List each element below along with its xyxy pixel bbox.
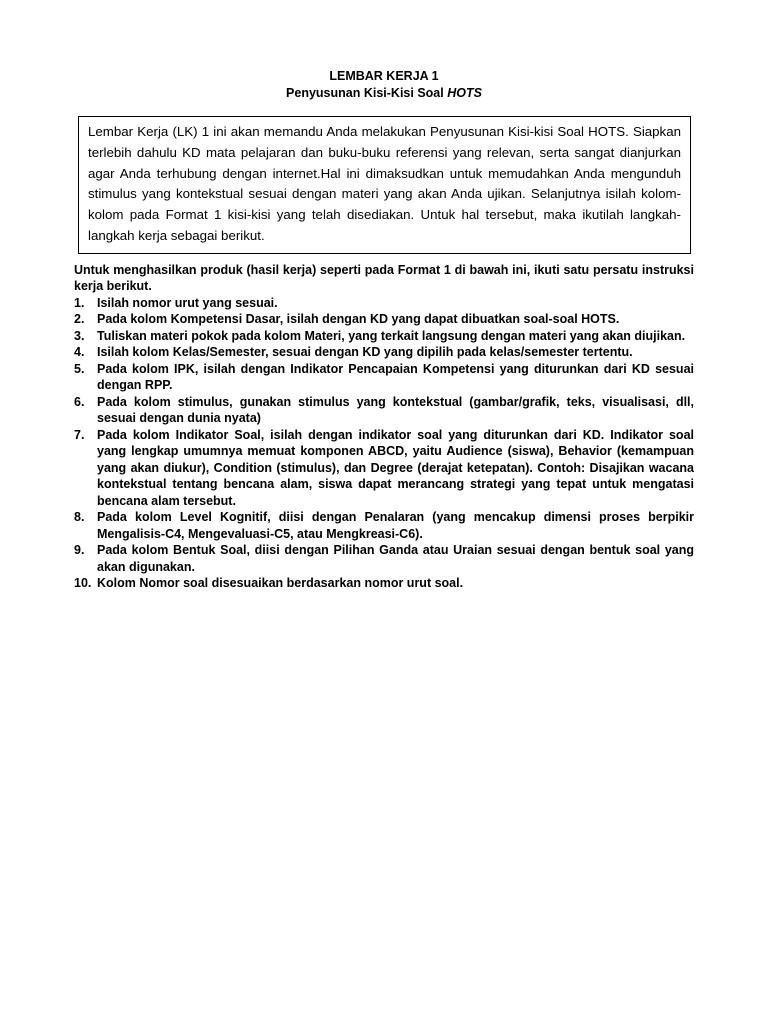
list-item-text: Pada kolom Indikator Soal, isilah dengan indikator soal yang diturunkan dari KD. Indikator soal yang lengkap umumnya memuat komponen ABCD, yaitu Audience (siswa), Behavior (kemampuan yang akan diukur), Condition (stimulus), dan Degree (derajat ketepatan). Contoh: Disajikan wacana kontekstual tentang bencana alam, siswa dapat merancang strategi yang tepat untuk mengatasi bencana alam tersebut. bbox=[97, 427, 694, 508]
list-item-number: 6. bbox=[74, 394, 85, 409]
list-item bbox=[74, 344, 694, 361]
list-item-text: Pada kolom Kompetensi Dasar, isilah dengan KD yang dapat dibuatkan soal-soal HOTS. bbox=[97, 312, 620, 327]
list-item-number: 4. bbox=[74, 345, 85, 360]
list-item bbox=[74, 295, 694, 312]
list-item-number: 8. bbox=[74, 510, 85, 525]
list-item bbox=[74, 542, 694, 575]
list-item bbox=[74, 575, 694, 592]
subtitle-italic-text: HOTS bbox=[447, 86, 482, 100]
list-item bbox=[74, 361, 694, 394]
subtitle-text: Penyusunan Kisi-Kisi Soal bbox=[286, 86, 448, 100]
list-item-text: Pada kolom Level Kognitif, diisi dengan Penalaran (yang mencakup dimensi proses berpikir Mengalisis-C4, Mengevaluasi-C5, atau Mengkreasi-C6). bbox=[97, 510, 694, 541]
list-item-number: 7. bbox=[74, 427, 85, 442]
list-item bbox=[74, 509, 694, 542]
list-item-number: 2. bbox=[74, 312, 85, 327]
list-item-text: Isilah nomor urut yang sesuai. bbox=[97, 295, 278, 310]
list-item-text: Isilah kolom Kelas/Semester, sesuai dengan KD yang dipilih pada kelas/semester tertentu. bbox=[97, 345, 633, 360]
list-item bbox=[74, 328, 694, 345]
intro-box: Lembar Kerja (LK) 1 ini akan memandu Anda melakukan Penyusunan Kisi-kisi Soal HOTS. Siapkan terlebih dahulu KD mata pelajaran dan buku-buku referensi yang relevan, serta sangat dianjurkan agar Anda terhubung dengan internet.Hal ini dimaksudkan untuk memudahkan Anda mengunduh stimulus yang kontekstual sesuai dengan materi yang akan Anda ujikan. Selanjutnya isilah kolom-kolom pada Format 1 kisi-kisi yang telah disediakan. Untuk hal tersebut, maka ikutilah langkah-langkah kerja sebagai berikut. bbox=[78, 116, 691, 254]
document-page bbox=[74, 68, 694, 592]
document-title: LEMBAR KERJA 1 bbox=[329, 69, 439, 83]
list-item-number: 5. bbox=[74, 361, 85, 376]
list-item-number: 3. bbox=[74, 328, 85, 343]
list-item-text: Pada kolom Bentuk Soal, diisi dengan Pilihan Ganda atau Uraian sesuai dengan bentuk soal yang akan digunakan. bbox=[97, 543, 694, 574]
instruction-list bbox=[74, 295, 694, 592]
list-item-number: 1. bbox=[74, 295, 85, 310]
list-item-text: Pada kolom stimulus, gunakan stimulus yang kontekstual (gambar/grafik, teks, visualisasi, dll, sesuai dengan dunia nyata) bbox=[97, 394, 694, 426]
list-item bbox=[74, 394, 694, 427]
list-item-number: 10. bbox=[74, 576, 92, 591]
list-item bbox=[74, 311, 694, 328]
list-item-text: Pada kolom IPK, isilah dengan Indikator Pencapaian Kompetensi yang diturunkan dari KD sesuai dengan RPP. bbox=[97, 361, 694, 393]
list-item-text: Tuliskan materi pokok pada kolom Materi, yang terkait langsung dengan materi yang akan diujikan. bbox=[97, 328, 686, 343]
instructions-lead: Untuk menghasilkan produk (hasil kerja) seperti pada Format 1 di bawah ini, ikuti satu persatu instruksi kerja berikut. bbox=[74, 262, 694, 294]
list-item-number: 9. bbox=[74, 543, 85, 558]
list-item bbox=[74, 427, 694, 510]
document-subtitle bbox=[74, 85, 694, 102]
list-item-text: Kolom Nomor soal disesuaikan berdasarkan nomor urut soal. bbox=[97, 576, 464, 591]
